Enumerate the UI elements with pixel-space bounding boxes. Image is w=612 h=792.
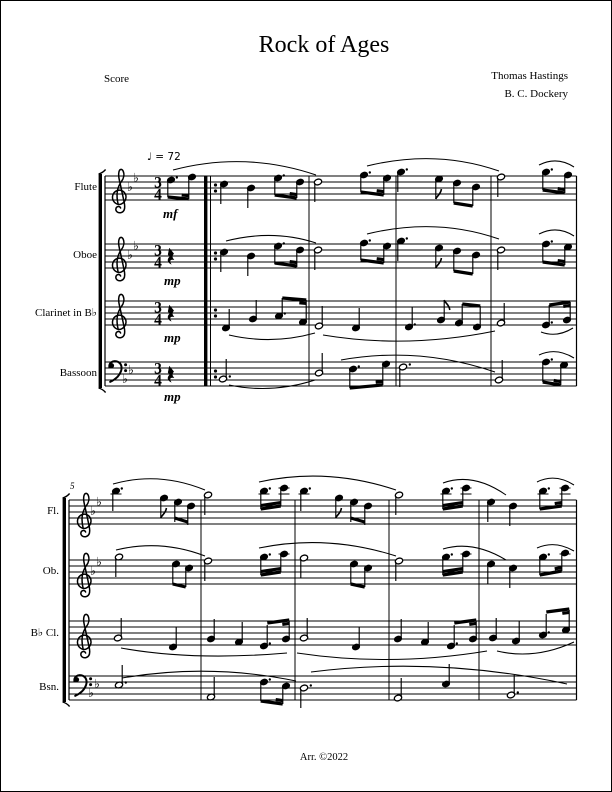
- score-label: Score: [104, 73, 130, 85]
- svg-text:♭: ♭: [122, 371, 128, 386]
- svg-text:♭: ♭: [128, 362, 134, 377]
- svg-text:♭: ♭: [90, 563, 96, 578]
- music-notation: [1, 1, 611, 791]
- tempo-marking: ♩ = 72: [147, 151, 181, 163]
- svg-text:♭: ♭: [127, 179, 133, 194]
- svg-text:♭: ♭: [94, 676, 100, 691]
- dynamic-mp-oboe: mp: [164, 273, 181, 288]
- instrument-label-oboe: Oboe: [73, 249, 97, 261]
- svg-text:4: 4: [154, 311, 162, 329]
- svg-text:♭: ♭: [127, 247, 133, 262]
- dynamic-mf-flute: mf: [163, 206, 178, 221]
- svg-text:4: 4: [154, 372, 162, 390]
- svg-text:3: 3: [154, 360, 162, 378]
- svg-text:♭: ♭: [96, 554, 102, 569]
- svg-text:♭: ♭: [96, 494, 102, 509]
- svg-text:♭: ♭: [90, 503, 96, 518]
- svg-text:3: 3: [154, 299, 162, 317]
- arranger-name: B. C. Dockery: [504, 88, 568, 100]
- instrument-label-flute: Flute: [74, 181, 97, 193]
- page-title: Rock of Ages: [258, 32, 390, 58]
- svg-text:4: 4: [154, 254, 162, 272]
- svg-text:♭: ♭: [133, 170, 139, 185]
- copyright-footer: Arr. ©2022: [299, 752, 349, 763]
- instrument-label-cl-abbrev: B♭ Cl.: [30, 627, 59, 639]
- dynamic-mp-clarinet: mp: [164, 330, 181, 345]
- instrument-label-bassoon: Bassoon: [59, 367, 97, 379]
- dynamic-mp-bassoon: mp: [164, 389, 181, 404]
- instrument-label-fl-abbrev: Fl.: [47, 505, 59, 517]
- instrument-label-bsn-abbrev: Bsn.: [39, 681, 59, 693]
- svg-text:♭: ♭: [133, 238, 139, 253]
- measure-number-5: 5: [70, 481, 75, 491]
- svg-text:4: 4: [154, 186, 162, 204]
- instrument-label-ob-abbrev: Ob.: [42, 565, 59, 577]
- composer-name: Thomas Hastings: [491, 70, 568, 82]
- svg-text:♭: ♭: [88, 685, 94, 700]
- svg-text:3: 3: [154, 242, 162, 260]
- instrument-label-clarinet: Clarinet in B♭: [34, 307, 97, 319]
- svg-text:3: 3: [154, 174, 162, 192]
